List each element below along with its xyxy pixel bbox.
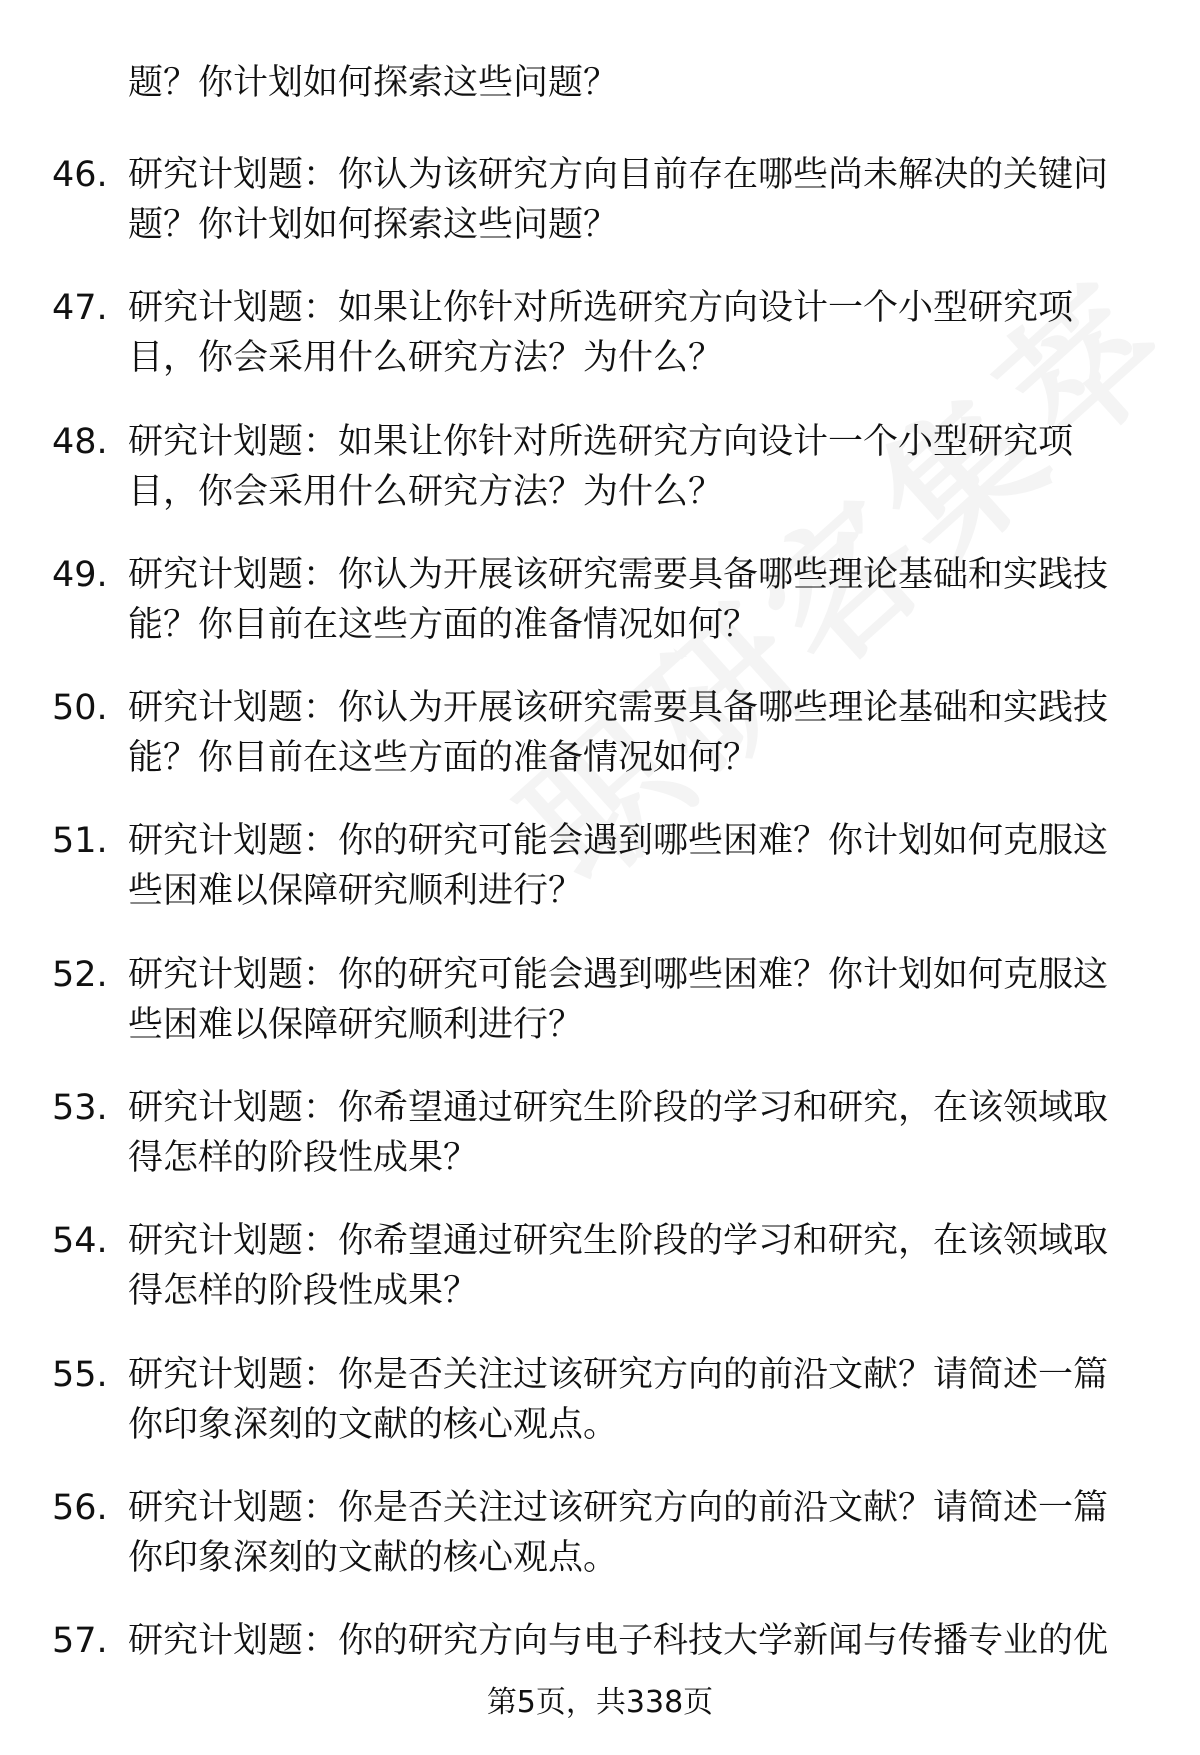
- page-footer: 第5页，共338页: [486, 1685, 714, 1720]
- question-item: [0, 150, 1200, 250]
- question-item: [0, 550, 1200, 650]
- question-text-line: 目，你会采用什么研究方法？为什么？: [128, 338, 724, 379]
- question-text-line: 目，你会采用什么研究方法？为什么？: [128, 471, 724, 512]
- question-text-line: 些困难以保障研究顺利进行？: [128, 1004, 584, 1045]
- question-text-line: 研究计划题：如果让你针对所选研究方向设计一个小型研究项: [128, 421, 1074, 462]
- question-text-line: 能？你目前在这些方面的准备情况如何？: [128, 738, 759, 779]
- question-text: [128, 150, 1148, 250]
- question-number: 55.: [52, 1354, 108, 1395]
- question-text: [128, 1350, 1148, 1450]
- question-text-line: 研究计划题：你是否关注过该研究方向的前沿文献？请简述一篇: [128, 1354, 1109, 1395]
- question-text-line: 些困难以保障研究顺利进行？: [128, 871, 584, 912]
- question-number: 50.: [52, 688, 108, 729]
- question-text-line: 研究计划题：你认为开展该研究需要具备哪些理论基础和实践技: [128, 554, 1109, 595]
- question-text-line: 研究计划题：你认为该研究方向目前存在哪些尚未解决的关键问: [128, 155, 1109, 195]
- question-number: 48.: [52, 421, 108, 462]
- question-text-line: 能？你目前在这些方面的准备情况如何？: [128, 604, 759, 645]
- question-number: 57.: [52, 1621, 108, 1662]
- question-text: [128, 550, 1148, 650]
- question-number: 53.: [52, 1088, 108, 1129]
- question-text-line: 研究计划题：你的研究可能会遇到哪些困难？你计划如何克服这: [128, 954, 1109, 995]
- question-item: [0, 283, 1200, 383]
- question-text-line: 你印象深刻的文献的核心观点。: [128, 1404, 619, 1445]
- question-item: [0, 683, 1200, 783]
- question-item: [0, 1083, 1200, 1183]
- question-text-line: 研究计划题：你希望通过研究生阶段的学习和研究，在该领域取: [128, 1221, 1109, 1262]
- question-text: [128, 1483, 1148, 1583]
- question-text: [128, 816, 1148, 916]
- question-text: [128, 1616, 1148, 1666]
- question-item: [0, 1216, 1200, 1316]
- question-text-line: 研究计划题：你的研究方向与电子科技大学新闻与传播专业的优: [128, 1621, 1109, 1662]
- question-number: 54.: [52, 1221, 108, 1262]
- question-number: 56.: [52, 1487, 108, 1528]
- question-text-line: 得怎样的阶段性成果？: [128, 1138, 479, 1179]
- question-text-line: 题？你计划如何探索这些问题？: [128, 205, 619, 245]
- question-number: 51.: [52, 821, 108, 862]
- question-text-line: 研究计划题：如果让你针对所选研究方向设计一个小型研究项: [128, 288, 1074, 329]
- question-number: 47.: [52, 288, 108, 329]
- question-list: [0, 150, 1200, 1750]
- question-text: [128, 1216, 1148, 1316]
- question-number: 46.: [52, 155, 108, 195]
- question-number: 49.: [52, 554, 108, 595]
- question-item: [0, 1483, 1200, 1583]
- question-item: [0, 950, 1200, 1050]
- question-text-line: 得怎样的阶段性成果？: [128, 1271, 479, 1312]
- question-text-line: 你印象深刻的文献的核心观点。: [128, 1537, 619, 1578]
- question-text: [128, 1083, 1148, 1183]
- question-item: [0, 816, 1200, 916]
- question-text-line: 研究计划题：你希望通过研究生阶段的学习和研究，在该领域取: [128, 1088, 1109, 1129]
- question-item: [0, 417, 1200, 517]
- question-item: [0, 1350, 1200, 1450]
- question-text: [128, 683, 1148, 783]
- question-text: [128, 283, 1148, 383]
- question-text-line: 研究计划题：你的研究可能会遇到哪些困难？你计划如何克服这: [128, 821, 1109, 862]
- question-number: 52.: [52, 954, 108, 995]
- question-text: [128, 950, 1148, 1050]
- question-text: [128, 417, 1148, 517]
- continuation-line: 题？你计划如何探索这些问题？: [128, 63, 619, 103]
- question-text-line: 研究计划题：你是否关注过该研究方向的前沿文献？请简述一篇: [128, 1487, 1109, 1528]
- question-text-line: 研究计划题：你认为开展该研究需要具备哪些理论基础和实践技: [128, 688, 1109, 729]
